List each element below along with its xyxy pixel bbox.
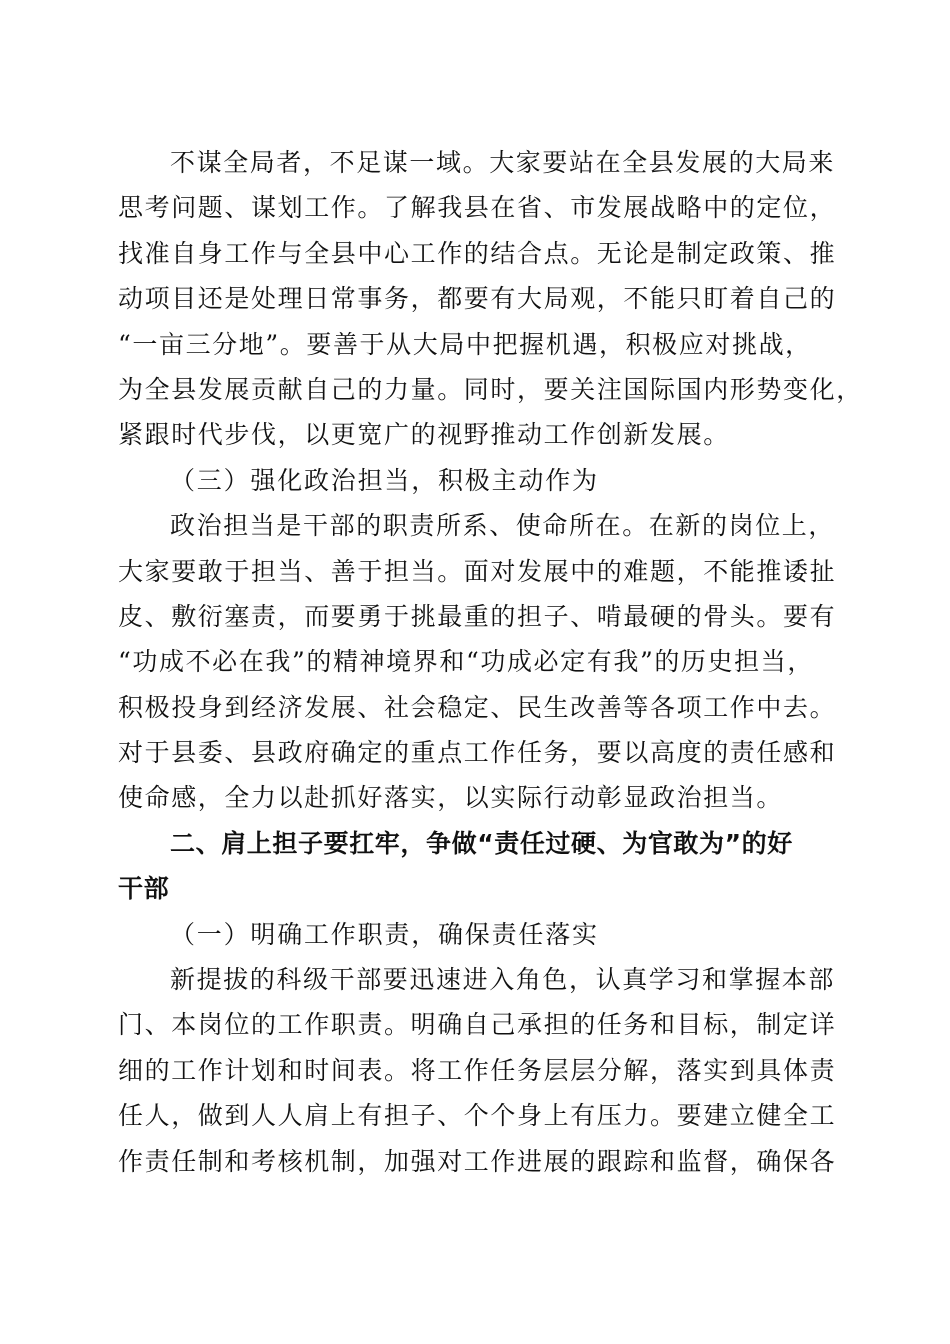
text-line: 门、本岗位的工作职责。明确自己承担的任务和目标，制定详 <box>118 1010 837 1040</box>
text-line: 新提拔的科级干部要迅速进入角色，认真学习和掌握本部 <box>170 965 836 995</box>
text-line: 政治担当是干部的职责所系、使命所在。在新的岗位上， <box>170 511 836 541</box>
text-line: 使命感，全力以赴抓好落实，以实际行动彰显政治担当。 <box>118 783 784 813</box>
text-line: 对于县委、县政府确定的重点工作任务，要以高度的责任感和 <box>118 738 837 768</box>
section-heading-line: 干部 <box>118 874 170 904</box>
text-line: 动项目还是处理日常事务，都要有大局观，不能只盯着自己的 <box>118 284 837 314</box>
section-heading-two <box>118 821 838 912</box>
text-line: 为全县发展贡献自己的力量。同时，要关注国际国内形势变化， <box>118 374 863 404</box>
text-line: “一亩三分地”。要善于从大局中把握机遇，积极应对挑战， <box>118 329 812 359</box>
subheading-job-duties: （一）明确工作职责，确保责任落实 <box>170 919 599 949</box>
text-line: 不谋全局者，不足谋一域。大家要站在全县发展的大局来 <box>170 148 836 177</box>
text-line: 找准自身工作与全县中心工作的结合点。无论是制定政策、推 <box>118 238 837 268</box>
text-line: 任人，做到人人肩上有担子、个个身上有压力。要建立健全工 <box>118 1101 837 1131</box>
paragraph-job-duties <box>118 957 838 1184</box>
text-line: 紧跟时代步伐，以更宽广的视野推动工作创新发展。 <box>118 420 730 450</box>
paragraph-overall-view <box>118 140 863 458</box>
subheading-political-responsibility: （三）强化政治担当，积极主动作为 <box>170 465 599 495</box>
text-line: 作责任制和考核机制，加强对工作进展的跟踪和监督，确保各 <box>118 1146 837 1176</box>
text-line: 大家要敢于担当、善于担当。面对发展中的难题，不能推诿扯 <box>118 556 837 586</box>
paragraph-political-responsibility <box>118 503 838 821</box>
section-heading-line: 二、肩上担子要扛牢，争做“责任过硬、为官敢为”的好 <box>170 828 793 858</box>
text-line: “功成不必在我”的精神境界和“功成必定有我”的历史担当， <box>118 647 814 677</box>
text-line: 思考问题、谋划工作。了解我县在省、市发展战略中的定位， <box>118 193 837 223</box>
text-line: 积极投身到经济发展、社会稳定、民生改善等各项工作中去。 <box>118 692 837 722</box>
text-line: 皮、敷衍塞责，而要勇于挑最重的担子、啃最硬的骨头。要有 <box>118 601 837 631</box>
document-page <box>118 140 863 1184</box>
text-line: 细的工作计划和时间表。将工作任务层层分解，落实到具体责 <box>118 1055 837 1085</box>
